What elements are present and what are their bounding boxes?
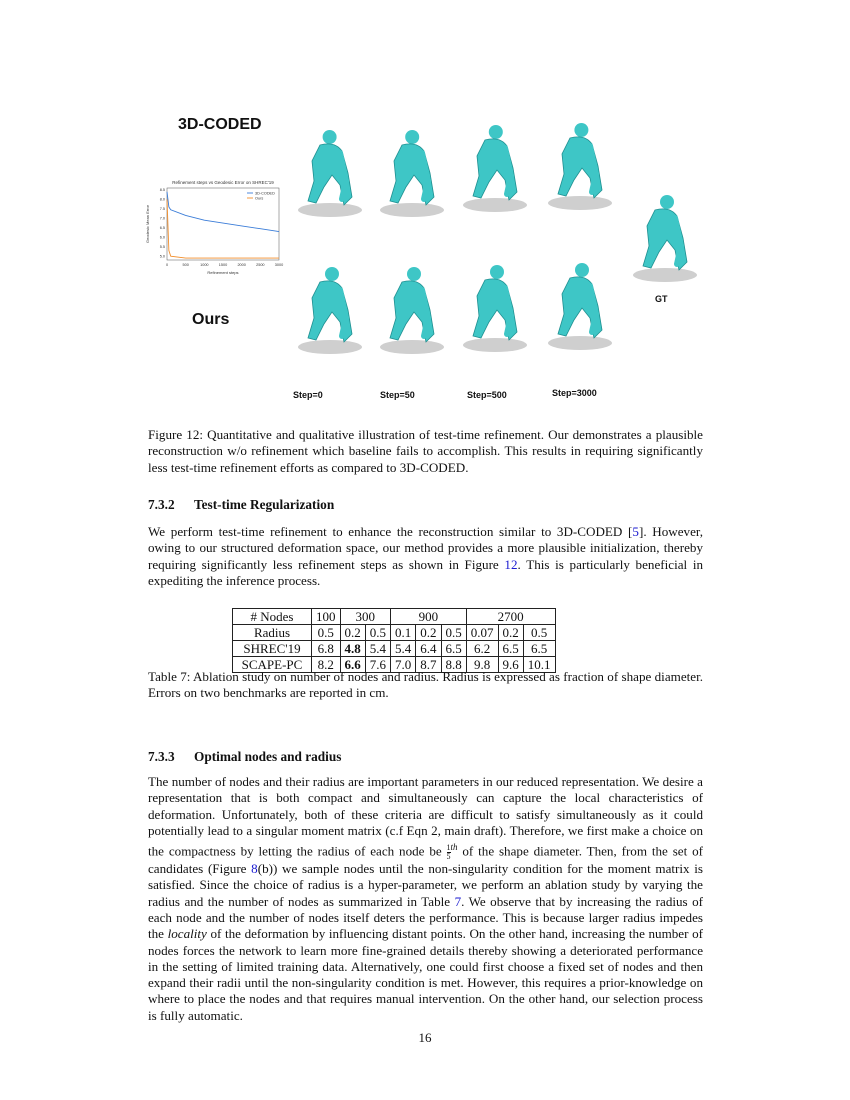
refinement-chart — [143, 176, 285, 276]
human-mesh — [625, 190, 705, 290]
y-tick-label: 5.5 — [159, 245, 165, 250]
denominator: 5 — [446, 852, 451, 862]
table-cell: 6.6 — [340, 657, 365, 673]
table-row — [233, 609, 556, 625]
table-cell: 300 — [340, 609, 391, 625]
table-cell: SHREC'19 — [233, 641, 312, 657]
y-tick-label: 5.0 — [159, 254, 165, 259]
table-cell: 0.5 — [441, 625, 466, 641]
step-label: Step=500 — [467, 390, 507, 400]
table-cell: 9.6 — [498, 657, 523, 673]
table-cell: SCAPE-PC — [233, 657, 312, 673]
row-label-3d-coded: 3D-CODED — [178, 116, 262, 133]
table-row — [233, 625, 556, 641]
table-cell: 6.5 — [523, 641, 555, 657]
human-mesh — [540, 258, 620, 358]
text: (b)) we sample nodes until the non-singularity condition for the moment matrix is satisfied. Since the choice of radius is a hyper-parameter, we perform an ablation study by varying the radius and the number of nodes as summarized in Table — [148, 861, 703, 909]
table-cell: 100 — [312, 609, 341, 625]
citation-link[interactable]: 5 — [632, 524, 639, 539]
table-cell: # Nodes — [233, 609, 312, 625]
table-cell: 0.5 — [312, 625, 341, 641]
human-mesh — [540, 118, 620, 218]
table-cell: 0.1 — [391, 625, 416, 641]
section-number: 7.3.2 — [148, 497, 175, 512]
human-mesh — [372, 125, 452, 225]
table-cell: 6.5 — [441, 641, 466, 657]
table-cell: 2700 — [466, 609, 555, 625]
x-tick-label: 2500 — [256, 263, 265, 267]
x-tick-label: 2000 — [237, 263, 246, 267]
table-cell: 6.4 — [416, 641, 441, 657]
table-cell: 8.7 — [416, 657, 441, 673]
table-cell: 6.8 — [312, 641, 341, 657]
step-label: Step=3000 — [552, 388, 597, 398]
y-tick-label: 8.0 — [159, 197, 165, 202]
section-heading — [148, 749, 341, 765]
text: ]. However, owing to our structured deformation space, our method provides a more plausible initialization, thereby requiring significantly less refinement steps as shown in Figure — [148, 524, 703, 572]
x-tick-label: 3000 — [274, 263, 284, 267]
table-cell: 0.2 — [498, 625, 523, 641]
superscript: th — [450, 842, 458, 853]
text: We perform test-time refinement to enhance the reconstruction similar to 3D-CODED [ — [148, 524, 633, 539]
text: . This is particularly beneficial in expediting the inference process. — [148, 556, 703, 588]
figure-link[interactable]: 8 — [251, 861, 258, 877]
table-cell: 9.8 — [466, 657, 498, 673]
x-tick-label: 500 — [182, 263, 189, 267]
gt-label: GT — [655, 294, 668, 304]
table-cell: 900 — [391, 609, 467, 625]
emphasis: locality — [167, 926, 207, 942]
human-mesh — [372, 262, 452, 362]
legend-label: Ours — [255, 196, 264, 201]
human-mesh — [290, 262, 370, 362]
human-mesh — [290, 125, 370, 225]
table-cell: 10.1 — [523, 657, 555, 673]
x-axis-label: Refinement steps — [207, 270, 239, 275]
y-tick-label: 6.0 — [159, 235, 165, 240]
table-cell: 0.5 — [365, 625, 390, 641]
paragraph — [148, 774, 703, 1024]
numerator: 1 — [446, 843, 451, 853]
y-tick-label: 7.0 — [159, 216, 165, 221]
paragraph — [148, 524, 703, 589]
table-cell: 5.4 — [365, 641, 390, 657]
row-label-ours: Ours — [192, 311, 230, 328]
table-cell: 6.2 — [466, 641, 498, 657]
table-cell: 5.4 — [391, 641, 416, 657]
step-label: Step=50 — [380, 390, 415, 400]
legend-label: 3D-CODED — [255, 191, 275, 196]
y-axis-label: Geodesic Mean Error — [145, 204, 150, 244]
text: The number of nodes and their radius are important parameters in our reduced representation. We desire a representation that is both compact and simultaneously can capture the local characteristics of deformation. Unfortunately, both of these criteria are difficult to satisfy simultaneously as it could potentially lead to a singular moment matrix (c.f Eqn 2, main draft). Therefore, we first make a choice on the compactness by letting the radius of each node be — [148, 774, 703, 859]
table-link[interactable]: 7 — [454, 893, 462, 909]
table-cell: 0.2 — [416, 625, 441, 641]
table-cell: 0.2 — [340, 625, 365, 641]
table-cell: 0.5 — [523, 625, 555, 641]
figure-caption: Figure 12: Quantitative and qualitative illustration of test-time refinement. Our demonstrates a plausible reconstruction w/o refinement which baseline fails to accomplish. This results in requiring significantly less test-time refinement efforts as compared to 3D-CODED. — [148, 427, 703, 475]
page-number: 16 — [418, 1030, 432, 1045]
y-tick-label: 7.5 — [159, 207, 165, 212]
table-cell: 7.0 — [391, 657, 416, 673]
text: of the deformation by influencing distant points. On the other hand, increasing the number of nodes forces the network to learn more fine-grained details thereby showing a deteriorated performance in the setting of limited training data. Alternatively, one could first choose a fixed set of nodes and then expand their radii until the non-singularity condition is met. However, this requires a prior-knowledge on where to place the nodes and that requires manual intervention. On the other hand, our selection process is fully automatic. — [148, 926, 703, 1023]
table-caption: Table 7: Ablation study on number of nodes and radius. Radius is expressed as fraction of shape diameter. Errors on two benchmarks are reported in cm. — [148, 669, 703, 701]
chart-title: Refinement steps vs Geodesic Error on SHREC'19 — [172, 180, 274, 185]
text: . We observe that by increasing the radius of each node and the number of nodes itself deters the performance. This is because larger radius impedes the — [148, 893, 703, 942]
x-tick-label: 1500 — [218, 263, 228, 267]
table-cell: 7.6 — [365, 657, 390, 673]
human-mesh — [455, 120, 535, 220]
table-cell: 6.5 — [498, 641, 523, 657]
x-tick-label: 0 — [165, 263, 169, 267]
table-cell: 8.8 — [441, 657, 466, 673]
table-cell: 8.2 — [312, 657, 341, 673]
table-row — [233, 641, 556, 657]
section-title: Optimal nodes and radius — [194, 749, 342, 764]
step-label: Step=0 — [293, 390, 323, 400]
figure-link[interactable]: 12 — [504, 556, 518, 572]
table-cell: 0.07 — [466, 625, 498, 641]
y-tick-label: 8.5 — [159, 188, 165, 193]
table-cell: Radius — [233, 625, 312, 641]
x-tick-label: 1000 — [200, 263, 209, 267]
section-title: Test-time Regularization — [194, 497, 335, 512]
ablation-table — [232, 608, 556, 673]
section-heading — [148, 497, 334, 513]
text: of the shape diameter. Then, from the set of candidates (Figure — [148, 843, 703, 877]
human-mesh — [455, 260, 535, 360]
table-cell: 4.8 — [340, 641, 365, 657]
section-number: 7.3.3 — [148, 749, 175, 764]
y-tick-label: 6.5 — [159, 226, 165, 231]
